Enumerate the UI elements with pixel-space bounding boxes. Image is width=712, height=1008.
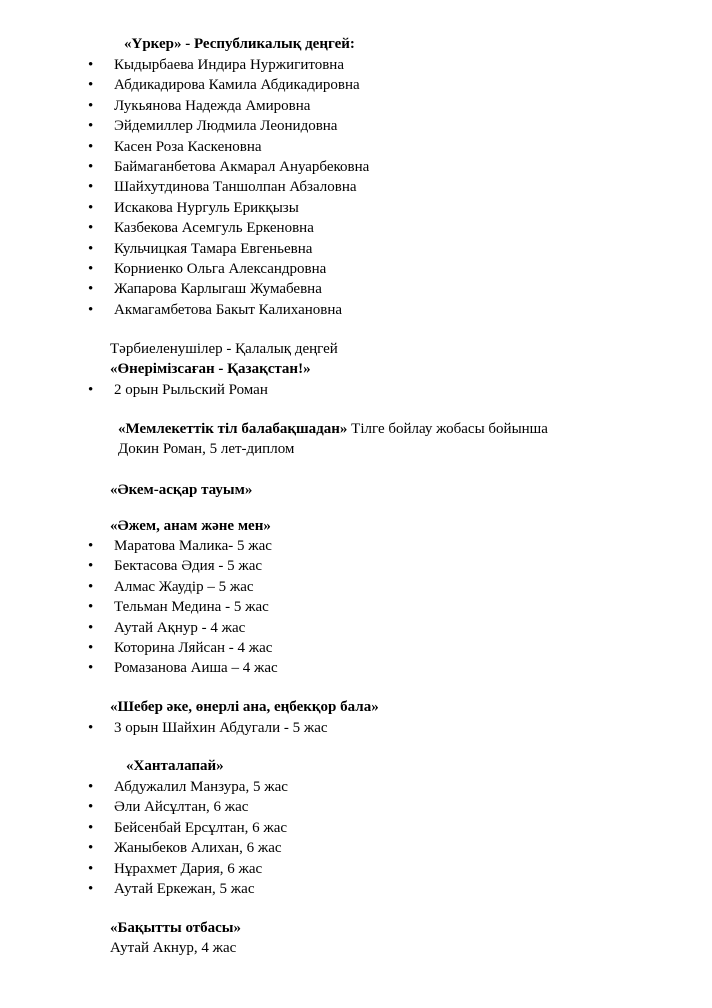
list-item-text: Маратова Малика- 5 жас bbox=[114, 538, 272, 554]
bullet-icon: • bbox=[88, 260, 94, 277]
list-item-text: Лукьянова Надежда Амировна bbox=[114, 97, 311, 114]
bullet-icon: • bbox=[88, 240, 94, 257]
list-item-text: Кыдырбаева Индира Нуржигитовна bbox=[114, 57, 344, 73]
section-heading-azhem: «Әжем, анам және мен» bbox=[110, 518, 271, 534]
list-item-text: Ромазанова Аиша – 4 жас bbox=[114, 660, 278, 677]
bullet-icon: • bbox=[88, 158, 94, 175]
bullet-icon: • bbox=[88, 578, 94, 595]
list-item-text: Казбекова Асемгуль Еркеновна bbox=[114, 220, 314, 237]
list-item-text: Абдикадирова Камила Абдикадировна bbox=[114, 77, 360, 94]
section-heading-oner: «Өнерімізсаған - Қазақстан!» bbox=[110, 361, 311, 377]
list-item-text: 3 орын Шайхин Абдугали - 5 жас bbox=[114, 720, 328, 736]
bullet-icon: • bbox=[88, 799, 94, 816]
bullet-icon: • bbox=[88, 199, 94, 216]
section-heading-urker: «Үркер» - Республикалық деңгей: bbox=[124, 36, 355, 52]
list-item-text: Абдужалил Манзура, 5 жас bbox=[114, 779, 288, 795]
bullet-icon: • bbox=[88, 819, 94, 836]
list-item-text: Корниенко Ольга Александровна bbox=[114, 260, 327, 277]
list-item-text: Эйдемиллер Людмила Леонидовна bbox=[114, 118, 338, 135]
list-item-text: Акмагамбетова Бакыт Калихановна bbox=[114, 301, 343, 318]
bullet-icon: • bbox=[88, 660, 94, 677]
list-item-text: Аутай Ақнур - 4 жас bbox=[114, 619, 246, 636]
list-item-text: Которина Ляйсан - 4 жас bbox=[114, 639, 273, 656]
bullet-icon: • bbox=[88, 97, 94, 114]
list-item-text: Аутай Еркежан, 5 жас bbox=[114, 880, 255, 897]
bullet-icon: • bbox=[88, 382, 94, 398]
bullet-icon: • bbox=[88, 220, 94, 237]
list-item-text: Бектасова Әдия - 5 жас bbox=[114, 558, 263, 575]
section-heading-memlekettik-rest: Тілге бойлау жобасы бойынша bbox=[347, 421, 548, 437]
bullet-icon: • bbox=[88, 840, 94, 857]
section-heading-memlekettik-line bbox=[118, 419, 548, 439]
list-item-text: Жаныбеков Алихан, 6 жас bbox=[114, 840, 282, 857]
bullet-icon: • bbox=[88, 558, 94, 575]
section-heading-sheber: «Шебер әке, өнерлі ана, еңбекқор бала» bbox=[110, 699, 379, 715]
list-item-text: Шайхутдинова Таншолпан Абзаловна bbox=[114, 179, 357, 196]
bullet-icon: • bbox=[88, 639, 94, 656]
list-item-text: Искакова Нургуль Ерикқызы bbox=[114, 199, 299, 216]
list-item-text: Касен Роза Каскеновна bbox=[114, 138, 262, 155]
list-item-text: Тельман Медина - 5 жас bbox=[114, 599, 269, 616]
bullet-icon: • bbox=[88, 77, 94, 94]
section-heading-memlekettik: «Мемлекеттік тіл балабақшадан» bbox=[118, 421, 348, 437]
list-item-text: Алмас Жаудір – 5 жас bbox=[114, 578, 254, 595]
bullet-icon: • bbox=[88, 301, 94, 318]
bullet-icon: • bbox=[88, 118, 94, 135]
bullet-icon: • bbox=[88, 720, 94, 736]
bullet-icon: • bbox=[88, 538, 94, 554]
bullet-icon: • bbox=[88, 179, 94, 196]
bullet-icon: • bbox=[88, 599, 94, 616]
bullet-icon: • bbox=[88, 281, 94, 298]
section-heading-bakytty: «Бақытты отбасы» bbox=[110, 920, 242, 936]
section-heading-hantalapai: «Ханталапай» bbox=[126, 758, 224, 774]
list-item-text: Нұрахмет Дария, 6 жас bbox=[114, 860, 263, 877]
bullet-icon: • bbox=[88, 880, 94, 897]
list-item-text: Әли Айсұлтан, 6 жас bbox=[114, 799, 249, 816]
list-item-text: Жапарова Карлыгаш Жумабевна bbox=[114, 281, 322, 298]
bullet-icon: • bbox=[88, 57, 94, 73]
bakytty-winner: Аутай Акнур, 4 жас bbox=[110, 940, 237, 956]
bullet-icon: • bbox=[88, 779, 94, 795]
list-item-text: Бейсенбай Ерсұлтан, 6 жас bbox=[114, 819, 288, 836]
bullet-icon: • bbox=[88, 138, 94, 155]
bullet-icon: • bbox=[88, 619, 94, 636]
section-heading-akem: «Әкем-асқар тауым» bbox=[110, 482, 253, 498]
pupils-intro: Тәрбиеленушілер - Қалалық деңгей bbox=[110, 341, 338, 357]
list-item-text: 2 орын Рыльский Роман bbox=[114, 382, 268, 398]
bullet-icon: • bbox=[88, 860, 94, 877]
list-item-text: Баймаганбетова Акмарал Ануарбековна bbox=[114, 158, 370, 175]
memlekettik-winner: Докин Роман, 5 лет-диплом bbox=[118, 441, 295, 457]
list-item-text: Кульчицкая Тамара Евгеньевна bbox=[114, 240, 313, 257]
